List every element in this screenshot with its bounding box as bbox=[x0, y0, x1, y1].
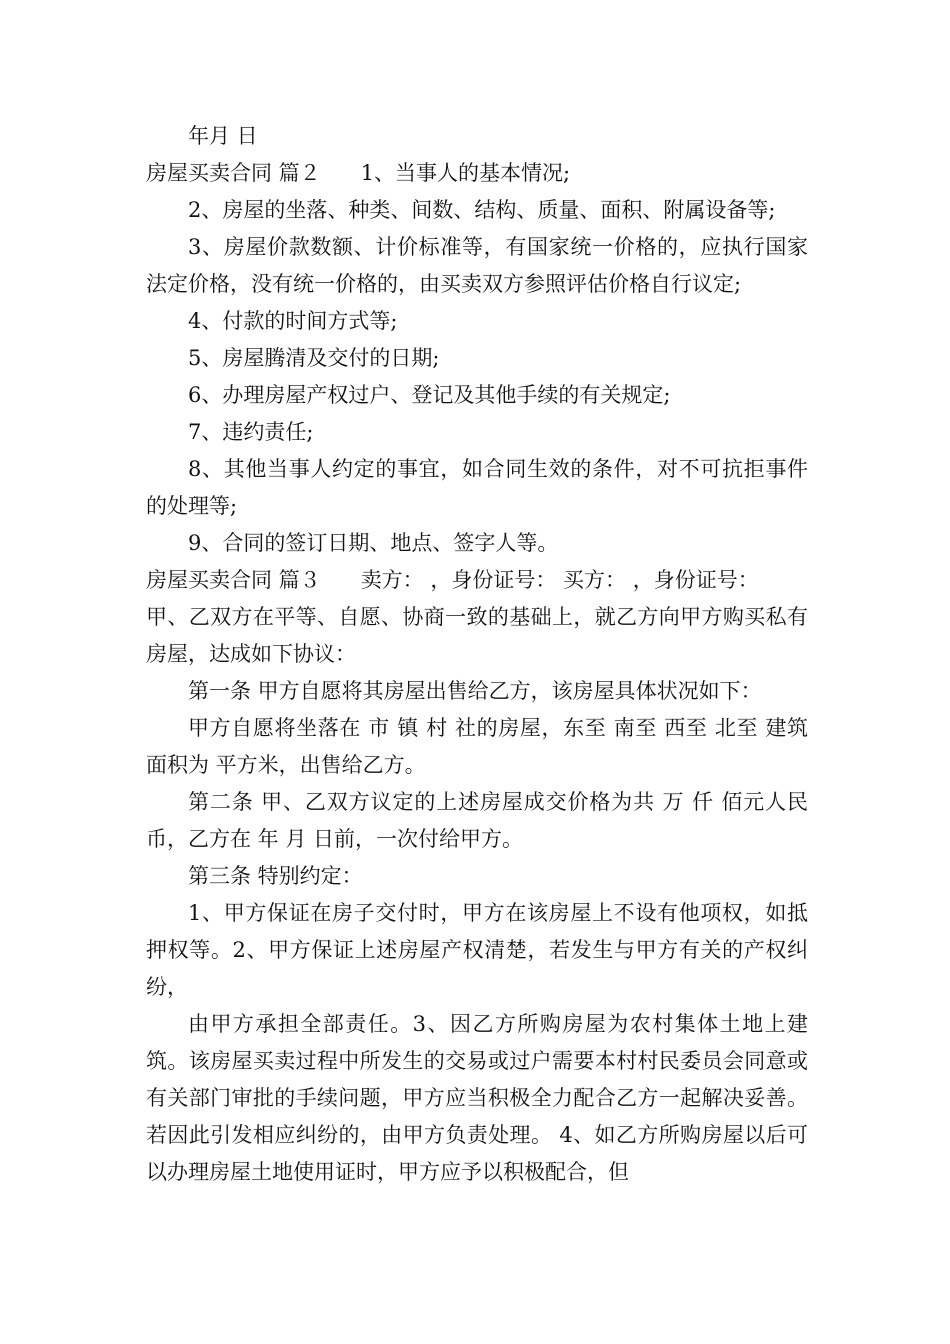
article-1-body: 甲方自愿将坐落在 市 镇 村 社的房屋，东至 南至 西至 北至 建筑面积为 平方米，出售给乙方。 bbox=[146, 716, 808, 777]
section-3-title: 房屋买卖合同 篇３ bbox=[146, 568, 321, 592]
section-2-item-7: 7、违约责任; bbox=[188, 420, 314, 444]
section-2-item-5: 5、房屋腾清及交付的日期; bbox=[188, 346, 440, 370]
section-3-intro: 甲、乙双方在平等、自愿、协商一致的基础上，就乙方向甲方购买私有房屋，达成如下协议： bbox=[146, 605, 808, 666]
article-1-title: 第一条 甲方自愿将其房屋出售给乙方，该房屋具体状况如下： bbox=[188, 679, 762, 703]
section-3-heading-line bbox=[146, 562, 808, 599]
date-line: 年月 日 bbox=[188, 124, 258, 148]
section-2-item-6: 6、办理房屋产权过户、登记及其他手续的有关规定; bbox=[188, 383, 671, 407]
section-2-item-2: 2、房屋的坐落、种类、间数、结构、质量、面积、附属设备等; bbox=[188, 198, 776, 222]
section-2-item-9: 9、合同的签订日期、地点、签字人等。 bbox=[188, 531, 559, 555]
article-3-paragraph-2: 由甲方承担全部责任。3、因乙方所购房屋为农村集体土地上建筑。该房屋买卖过程中所发生的交易或过户需要本村村民委员会同意或有关部门审批的手续问题，甲方应当积极全力配合乙方一起解决妥善。若因此引发相应纠纷的，由甲方负责处理。 4、如乙方所购房屋以后可以办理房屋土地使用证时，甲方应予以积极配合，但 bbox=[146, 1012, 808, 1184]
article-3-paragraph-1: 1、甲方保证在房子交付时，甲方在该房屋上不设有他项权，如抵押权等。2、甲方保证上述房屋产权清楚，若发生与甲方有关的产权纠纷， bbox=[146, 901, 808, 999]
section-2-heading-line bbox=[146, 155, 808, 192]
section-2-item-3: 3、房屋价款数额、计价标准等，有国家统一价格的，应执行国家法定价格，没有统一价格的，由买卖双方参照评估价格自行议定; bbox=[146, 235, 808, 296]
section-2-item-4: 4、付款的时间方式等; bbox=[188, 309, 398, 333]
section-2-item-8: 8、其他当事人约定的事宜，如合同生效的条件，对不可抗拒事件的处理等; bbox=[146, 457, 808, 518]
section-3-parties: 卖方： ，身份证号： 买方： ，身份证号： bbox=[360, 568, 759, 592]
document-page bbox=[146, 118, 808, 1191]
article-3-title: 第三条 特别约定： bbox=[188, 864, 363, 888]
article-2: 第二条 甲、乙双方议定的上述房屋成交价格为共 万 仟 佰元人民币，乙方在 年 月 日前，一次付给甲方。 bbox=[146, 790, 808, 851]
section-2-item-1: 1、当事人的基本情况; bbox=[360, 161, 571, 185]
section-2-title: 房屋买卖合同 篇２ bbox=[146, 161, 321, 185]
